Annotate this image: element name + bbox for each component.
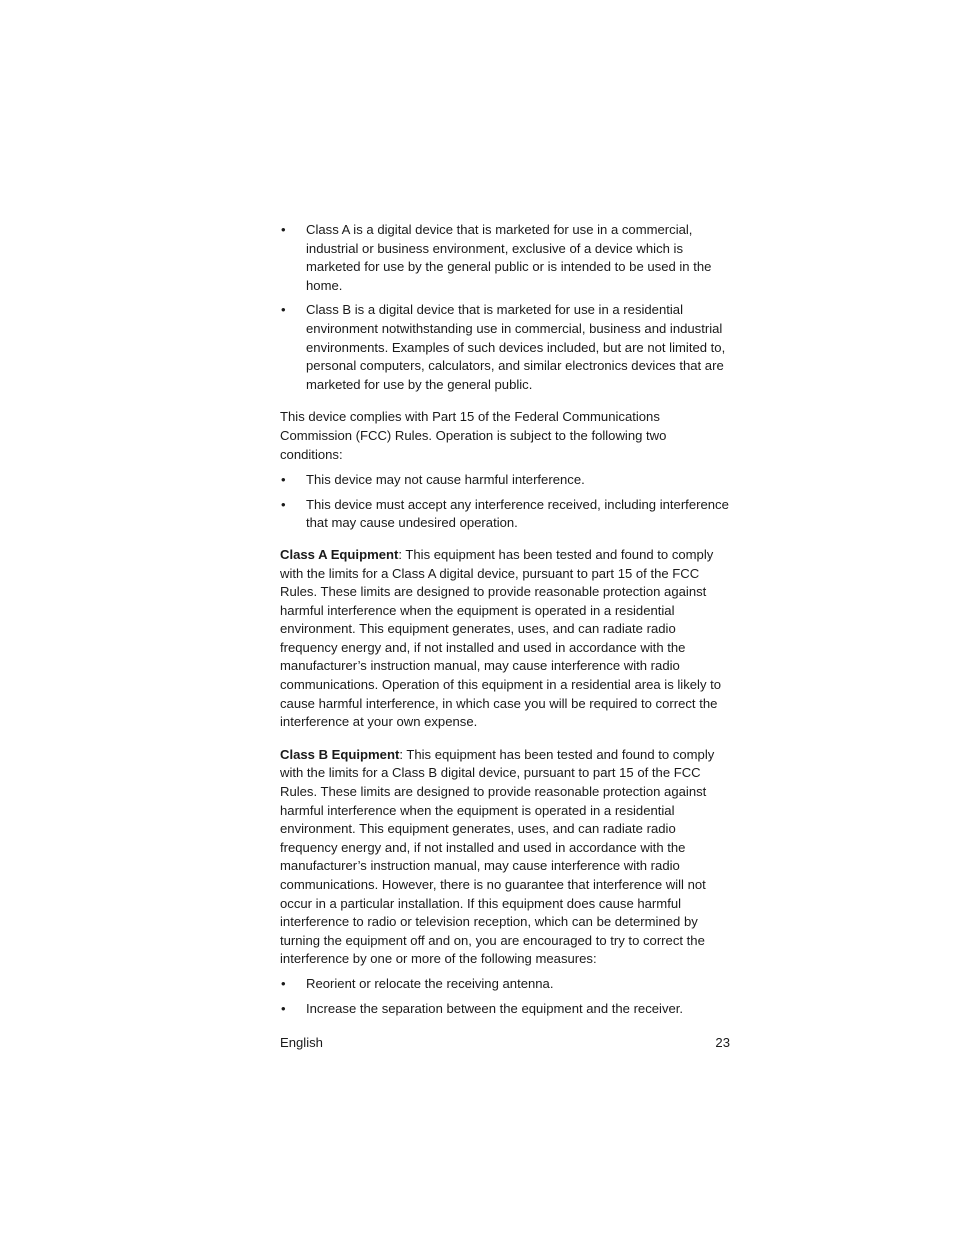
class-b-heading: Class B Equipment (280, 746, 400, 762)
class-a-heading: Class A Equipment (280, 546, 399, 562)
conditions-list (280, 471, 732, 533)
list-item (280, 1000, 732, 1019)
page-number: 23 (715, 1035, 730, 1050)
footer-language: English (280, 1035, 323, 1050)
page-body (280, 221, 732, 1018)
measures-list (280, 975, 732, 1018)
bullet-icon: • (281, 975, 286, 991)
page-footer (280, 1034, 730, 1052)
list-item (280, 975, 732, 994)
class-a-definition: Class A is a digital device that is marketed for use in a commercial, industrial or business environment, exclusive of a device which is marketed for use by the general public or is intended to be used in the home. (306, 222, 712, 293)
bullet-icon: • (281, 222, 286, 237)
measure-text: Increase the separation between the equipment and the receiver. (306, 1000, 684, 1016)
condition-text: This device must accept any interference received, including interference that may cause undesired operation. (306, 496, 729, 531)
fcc-intro-paragraph: This device complies with Part 15 of the Federal Communications Commission (FCC) Rules. Operation is subject to the following two conditions: (280, 409, 667, 462)
bullet-icon: • (281, 496, 286, 512)
list-item (280, 496, 732, 533)
bullet-icon: • (281, 1000, 286, 1016)
class-a-text: : This equipment has been tested and found to comply with the limits for a Class A digital device, pursuant to part 15 of the FCC Rules. These limits are designed to provide reasonable protection against harmful interference when the equipment is operated in a residential environment. This equipment generates, uses, and can radiate radio frequency energy and, if not installed and used in accordance with the manufacturer’s instruction manual, may cause interference with radio communications. Operation of this equipment in a residential area is likely to cause harmful interference, in which case you will be required to correct the interference at your own expense. (280, 546, 722, 730)
class-b-paragraph (280, 746, 732, 969)
device-class-list (280, 221, 732, 394)
class-b-definition: Class B is a digital device that is marketed for use in a residential environment notwithstanding use in commercial, business and industrial environments. Examples of such devices included, but are not limited to, personal computers, calculators, and similar electronics devices that are marketed for use by the general public. (306, 302, 726, 392)
list-item (280, 301, 732, 394)
measure-text: Reorient or relocate the receiving antenna. (306, 975, 554, 991)
list-item (280, 221, 732, 295)
list-item (280, 471, 732, 490)
condition-text: This device may not cause harmful interference. (306, 472, 585, 488)
bullet-icon: • (281, 472, 286, 488)
bullet-icon: • (281, 302, 286, 318)
class-b-text: : This equipment has been tested and found to comply with the limits for a Class B digital device, pursuant to part 15 of the FCC Rules. These limits are designed to provide reasonable protection against harmful interference when the equipment is operated in a residential environment. This equipment generates, uses, and can radiate radio frequency energy and, if not installed and used in accordance with the manufacturer’s instruction manual, may cause interference with radio communications. However, there is no guarantee that interference will not occur in a particular installation. If this equipment does cause harmful interference to radio or television reception, which can be determined by turning the equipment off and on, you are encouraged to try to correct the interference by one or more of the following measures: (280, 746, 715, 967)
class-a-paragraph (280, 546, 732, 732)
